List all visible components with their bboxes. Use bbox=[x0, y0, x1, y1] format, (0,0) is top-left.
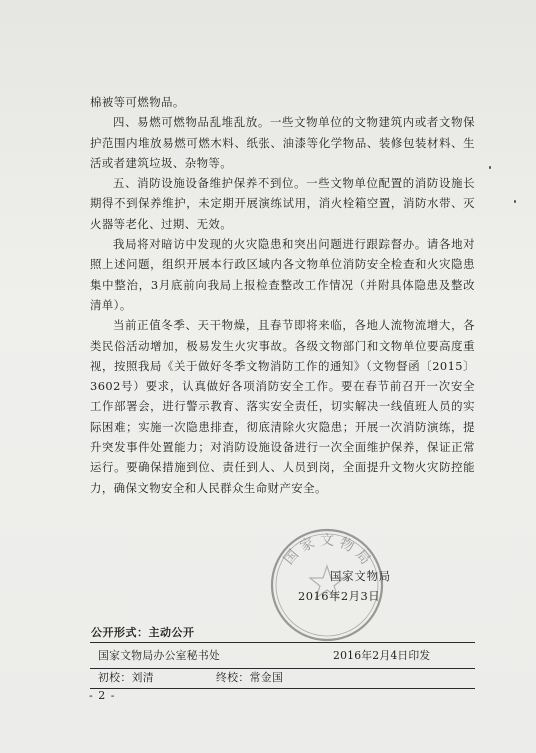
signing-date: 2016年2月3日 bbox=[298, 589, 381, 603]
paragraph-continuation: 棉被等可燃物品。 bbox=[90, 95, 185, 109]
paragraph-supervision: 我局将对暗访中发现的火灾隐患和突出问题进行跟踪督办。请各地对照上述问题，组织开展本行政区域内各文物单位消防安全检查和火灾隐患集中整治，3月底前向我局上报检查整改工作情况（并附具体隐患及整改清单）。 bbox=[90, 237, 475, 312]
divider-middle bbox=[90, 668, 475, 669]
issuing-office: 国家文物局办公室秘书处 bbox=[98, 649, 221, 662]
signing-organization: 国家文物局 bbox=[330, 569, 391, 583]
seal-text: 国 家 文 物 局 bbox=[280, 533, 374, 568]
scan-speck bbox=[514, 200, 516, 203]
svg-text:国 家 文 物 局 bbox=[281, 533, 373, 568]
publication-mode: 公开形式：主动公开 bbox=[91, 626, 195, 639]
final-proofreader: 终校：常金国 bbox=[216, 671, 284, 684]
page-number: - 2 - bbox=[89, 689, 116, 702]
divider-bottom bbox=[90, 688, 475, 689]
scan-speck bbox=[489, 166, 491, 169]
paragraph-requirements: 当前正值冬季、天干物燥，且春节即将来临，各地人流物流增大，各类民俗活动增加，极易发生火灾事故。各级文物部门和文物单位要高度重视，按照我局《关于做好冬季文物消防工作的通知》（文物督函〔2015〕3602号）要求，认真做好各项消防安全工作。要在春节前召开一次安全工作部署会，进行警示教育、落实安全责任，切实解决一线值班人员的实际困难；实施一次隐患排查，彻底清除火灾隐患；开展一次消防演练，提升突发事件处置能力；对消防设施设备进行一次全面维护保养，保证正常运行。要确保措施到位、责任到人、人员到岗，全面提升文物火灾防控能力，确保文物安全和人民群众生命财产安全。 bbox=[90, 318, 475, 495]
first-proofreader: 初校：刘清 bbox=[98, 671, 154, 684]
paragraph-item-5: 五、消防设施设备维护保养不到位。一些文物单位配置的消防设施长期得不到保养维护，未定期开展演练试用，消火栓箱空置，消防水带、灭火器等老化、过期、无效。 bbox=[90, 176, 475, 231]
document-body bbox=[90, 92, 475, 498]
print-date: 2016年2月4日印发 bbox=[333, 649, 431, 662]
official-seal bbox=[268, 526, 386, 644]
paragraph-item-4: 四、易燃可燃物品乱堆乱放。一些文物单位的文物建筑内或者文物保护范围内堆放易燃可燃木料、纸张、油漆等化学物品、装修包装材料、生活或者建筑垃圾、杂物等。 bbox=[90, 115, 475, 170]
divider-top bbox=[90, 642, 475, 643]
